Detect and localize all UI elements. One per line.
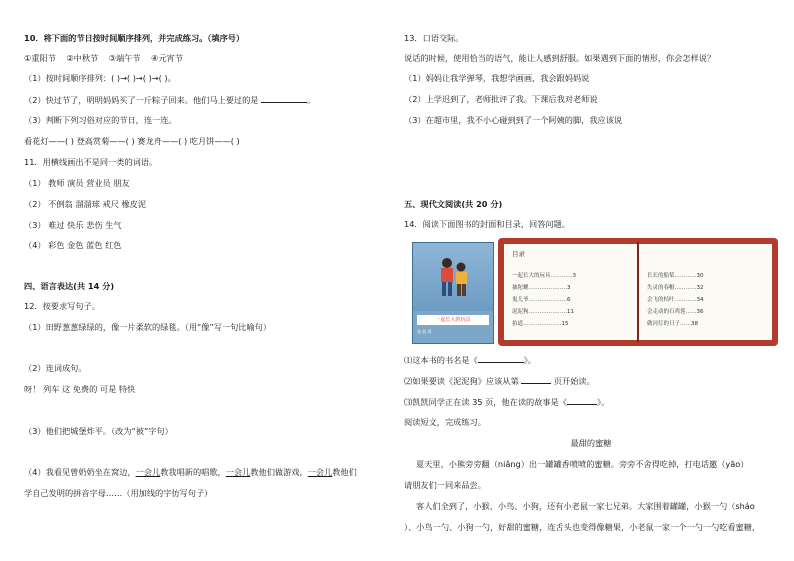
toc-entry: 抽陀螺…………………3 (512, 285, 571, 291)
toc-entry: 泥泥狗…………………11 (512, 309, 574, 315)
q12-part4-text: 教他们做游戏， (250, 467, 308, 477)
answer-blank[interactable] (478, 354, 524, 363)
reading-intro: 阅读短文，完成练习。 (404, 417, 486, 427)
q10-option: ④元宵节 (150, 53, 183, 63)
cover-title: 一起长大的玩具 (417, 315, 489, 325)
q14-part1-text: ⑴这本书的书名是《 (404, 355, 478, 365)
toc-entry: 鬼儿爷…………………6 (512, 297, 571, 303)
toc-entry: 一起长大的玩具…………3 (512, 273, 576, 279)
q12-part4-text: （4）我看见曾奶奶坐在窝边， (24, 467, 136, 477)
q12-part2: （2）连词成句。 (24, 363, 87, 373)
q13-item: （1）妈妈让我学弹琴，我想学画画，我会跟妈妈说 (404, 73, 590, 83)
underlined-phrase: 一会儿 (307, 467, 333, 477)
q14-part3 (404, 396, 609, 408)
q13-title: 13．口语交际。 (404, 33, 464, 43)
q12-part4-line2: 学自己发明的拼音字母……（用加线的字仿写句子） (24, 488, 213, 498)
q11-item: （4） 彩色 金色 蓝色 红色 (24, 240, 122, 250)
section5-title: 五、现代文阅读(共 20 分) (404, 199, 503, 209)
q14-part1-end: 》。 (523, 355, 536, 365)
q11-item: （2） 不倒翁 溜溜球 戒尺 橡皮泥 (24, 199, 147, 209)
toc-entry: 拍道…………………15 (512, 321, 569, 327)
q14-part3-end: 》。 (597, 397, 610, 407)
underlined-phrase: 一会儿 (135, 467, 161, 477)
q10-part2-text: （2）快过节了，明明妈妈买了一斤粽子回来。他们马上要过的是 (24, 95, 259, 105)
q10-customs: 看花灯——( ) 登高赏菊——( ) 赛龙舟——( ) 吃月饼——( ) (24, 136, 240, 146)
q12-part4 (24, 467, 357, 478)
story-paragraph: 夏天里，小熊旁旁翻（niǎng）出一罐罐香喷喷的蜜糖。旁旁不舍得吃掉，打电话邀（yāo） (416, 459, 749, 469)
q10-part1: （1）按时间顺序排列：( )→( )→( )→( )。 (24, 73, 176, 83)
q10-option: ③端午节 (108, 53, 141, 63)
toc-entry: 长长的船桨…………30 (647, 273, 704, 279)
q12-part1: （1）田野葱葱绿绿的，像一片柔软的绿毯。（用“像”写一句比喻句） (24, 322, 272, 332)
q11-title: 11．用横线画出不是同一类的词语。 (24, 157, 158, 167)
book-cover-image (412, 242, 494, 344)
section4-title: 四、语言表达(共 14 分) (24, 281, 115, 291)
q10-option: ①重阳节 (24, 53, 56, 63)
q14-part2 (404, 375, 595, 387)
toc-entry: 会飞的桔叶…………34 (647, 297, 704, 303)
q13-intro: 说话的时候，使用恰当的语气，能让人感到舒服。如果遇到下面的情形，你会怎样说？ (404, 53, 716, 63)
toc-left-page (504, 244, 637, 340)
answer-blank[interactable] (521, 375, 551, 384)
q13-item: （3）在超市里，我不小心碰到到了一个阿姨的脚，我应该说 (404, 115, 623, 125)
story-title: 最甜的蜜糖 (570, 438, 612, 448)
q13-item: （2）上学迟到了，老师批评了我。下课后我对老师说 (404, 94, 598, 104)
q14-part2-end: 页开始读。 (553, 376, 595, 386)
q10-option: ②中秋节 (66, 53, 99, 63)
q14-part1 (404, 354, 536, 366)
q12-part4-text: 教我唱新的唱歌， (160, 467, 226, 477)
q11-item: （3） 难过 快乐 悲伤 生气 (24, 220, 122, 230)
story-paragraph: 客人们全到了，小猴、小鸟、小狗，还有小老鼠一家七兄弟。大家围着罐罐，小猴一勺（sháo (416, 501, 755, 511)
story-paragraph: ）、小鸟一勺、小狗一勺，好甜的蜜糖，连舌头也变得像糖果，小老鼠一家一个一勺一勺吃看蜜糖， (404, 522, 761, 532)
answer-blank[interactable] (261, 94, 307, 103)
q10-part3: （3）判断下列习俗对应的节日，连一连。 (24, 115, 177, 125)
q12-words: 呀！ 列车 这 免费的 可是 特快 (24, 384, 136, 394)
q12-part4-text: 教他们 (332, 467, 357, 477)
q14-part3-text: ⑶凯凯同学正在读 35 页，他在读的故事是《 (404, 397, 567, 407)
table-of-contents-image (498, 238, 778, 346)
q10-part2-end: 。 (307, 95, 316, 105)
toc-entry: 做河灯的日子……38 (647, 321, 698, 327)
toc-entry: 会走动的石鸡莲……36 (647, 309, 704, 315)
cover-author: 金 波 著 (417, 329, 432, 334)
toc-entry: 失灵的春帽…………32 (647, 285, 704, 291)
story-paragraph: 请朋友们一同来品尝。 (404, 480, 486, 490)
toc-heading: 目录 (512, 250, 525, 258)
answer-blank[interactable] (567, 396, 597, 405)
underlined-phrase: 一会儿 (225, 467, 251, 477)
q12-part3: （3）他们把城堡炸平。（改为“被”字句） (24, 426, 173, 436)
q11-item: （1） 教师 演员 营业员 朋友 (24, 178, 130, 188)
toc-right-page (639, 244, 772, 340)
cover-children-figure (435, 255, 471, 301)
q10-title: 10．将下面的节日按时间顺序排列，并完成练习。（填序号） (24, 33, 245, 43)
q12-title: 12．按要求写句子。 (24, 301, 100, 311)
q14-title: 14．阅读下面图书的封面和目录，回答问题。 (404, 219, 570, 229)
q10-options (24, 53, 183, 64)
q10-part2 (24, 94, 315, 106)
q14-part2-text: ⑵如果要读《泥泥狗》应该从第 (404, 376, 519, 386)
